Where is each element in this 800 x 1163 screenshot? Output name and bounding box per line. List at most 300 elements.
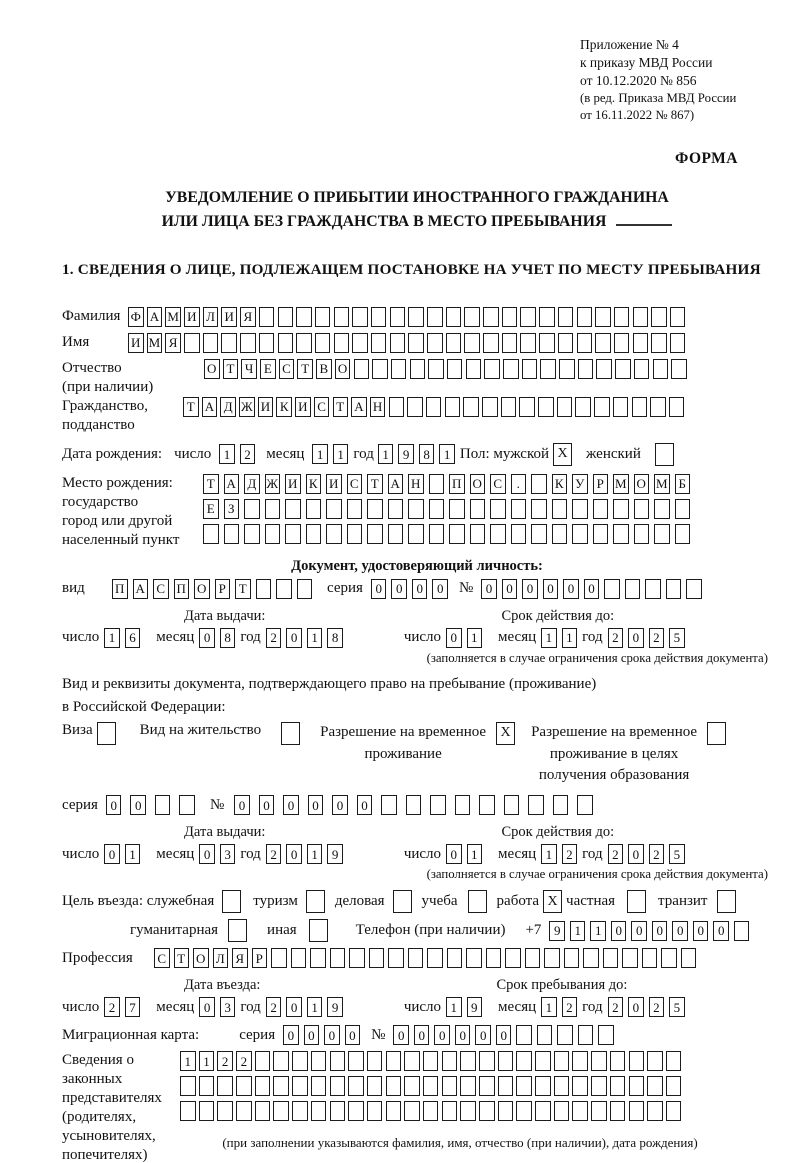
cell[interactable] [386, 1076, 402, 1096]
cell[interactable] [369, 948, 385, 968]
cell[interactable] [564, 948, 580, 968]
cell[interactable]: Б [675, 474, 691, 494]
cell[interactable] [311, 1076, 327, 1096]
cell[interactable] [650, 397, 666, 417]
cell[interactable] [490, 499, 506, 519]
cell[interactable] [554, 1076, 570, 1096]
rvp-education-checkbox[interactable] [707, 722, 726, 745]
cell[interactable]: 2 [608, 628, 624, 648]
cell[interactable]: Е [260, 359, 276, 379]
cell[interactable] [516, 1076, 532, 1096]
cell[interactable]: 2 [562, 997, 578, 1017]
cell[interactable] [217, 1076, 233, 1096]
cell[interactable] [503, 359, 519, 379]
cell[interactable]: Т [183, 397, 199, 417]
cell[interactable]: 8 [327, 628, 343, 648]
cell[interactable]: 0 [502, 579, 518, 599]
cell[interactable] [311, 1101, 327, 1121]
cell[interactable] [371, 307, 387, 327]
cell[interactable] [669, 397, 685, 417]
cell[interactable]: А [147, 307, 163, 327]
cell[interactable]: 1 [219, 444, 235, 464]
cell[interactable] [259, 333, 275, 353]
cell[interactable] [675, 499, 691, 519]
cell[interactable]: 5 [669, 628, 685, 648]
cell[interactable] [734, 921, 750, 941]
doc-expiry-month-input[interactable] [541, 628, 582, 648]
cell[interactable] [629, 1101, 645, 1121]
phone-input[interactable] [549, 921, 754, 941]
cell[interactable]: О [634, 474, 650, 494]
cell[interactable] [315, 307, 331, 327]
cell[interactable]: 0 [393, 1025, 409, 1045]
cell[interactable] [520, 333, 536, 353]
cell[interactable] [558, 333, 574, 353]
cell[interactable] [330, 1076, 346, 1096]
cell[interactable] [622, 948, 638, 968]
cell[interactable] [430, 795, 446, 815]
cell[interactable]: 2 [608, 997, 624, 1017]
cell[interactable] [423, 1051, 439, 1071]
permit-expiry-day-input[interactable] [446, 844, 487, 864]
cell[interactable]: 0 [434, 1025, 450, 1045]
cell[interactable] [675, 524, 691, 544]
cell[interactable] [634, 499, 650, 519]
cell[interactable]: 1 [541, 997, 557, 1017]
profession-input[interactable] [154, 948, 700, 968]
cell[interactable] [633, 307, 649, 327]
cell[interactable]: 8 [220, 628, 236, 648]
cell[interactable] [647, 1076, 663, 1096]
cell[interactable] [348, 1051, 364, 1071]
cell[interactable] [498, 1101, 514, 1121]
cell[interactable] [516, 1101, 532, 1121]
cell[interactable]: 1 [307, 844, 323, 864]
cell[interactable] [367, 524, 383, 544]
cell[interactable] [442, 1101, 458, 1121]
cell[interactable]: 1 [439, 444, 455, 464]
cell[interactable] [591, 1051, 607, 1071]
cell[interactable] [255, 1101, 271, 1121]
cell[interactable] [381, 795, 397, 815]
purpose-other-checkbox[interactable] [309, 919, 328, 942]
cell[interactable] [591, 1076, 607, 1096]
cell[interactable] [391, 359, 407, 379]
cell[interactable] [577, 333, 593, 353]
cell[interactable]: 0 [563, 579, 579, 599]
doc-issue-year-input[interactable] [266, 628, 348, 648]
cell[interactable] [423, 1076, 439, 1096]
cell[interactable]: 9 [398, 444, 414, 464]
purpose-work-checkbox[interactable]: X [543, 890, 562, 913]
cell[interactable]: 0 [446, 628, 462, 648]
cell[interactable] [244, 499, 260, 519]
cell[interactable] [498, 1076, 514, 1096]
cell[interactable]: Р [593, 474, 609, 494]
birthplace-line1-input[interactable] [203, 474, 695, 494]
cell[interactable]: Н [408, 474, 424, 494]
cell[interactable] [410, 359, 426, 379]
cell[interactable]: 1 [307, 628, 323, 648]
cell[interactable] [578, 359, 594, 379]
cell[interactable]: И [326, 474, 342, 494]
cell[interactable] [647, 1101, 663, 1121]
cell[interactable] [522, 359, 538, 379]
citizenship-input[interactable] [183, 397, 688, 417]
cell[interactable] [367, 1101, 383, 1121]
cell[interactable]: Д [244, 474, 260, 494]
cell[interactable]: 0 [391, 579, 407, 599]
cell[interactable] [516, 1051, 532, 1071]
cell[interactable]: Т [333, 397, 349, 417]
cell[interactable]: М [147, 333, 163, 353]
sex-female-checkbox[interactable] [655, 443, 674, 466]
entry-day-input[interactable] [104, 997, 145, 1017]
cell[interactable] [651, 307, 667, 327]
cell[interactable] [445, 397, 461, 417]
cell[interactable] [273, 1076, 289, 1096]
cell[interactable]: 0 [259, 795, 275, 815]
representatives-line3-input[interactable] [180, 1101, 740, 1121]
cell[interactable] [531, 474, 547, 494]
cell[interactable] [557, 397, 573, 417]
cell[interactable]: Т [174, 948, 190, 968]
cell[interactable] [326, 499, 342, 519]
cell[interactable]: З [224, 499, 240, 519]
cell[interactable] [389, 397, 405, 417]
cell[interactable] [502, 307, 518, 327]
cell[interactable]: Я [165, 333, 181, 353]
cell[interactable] [455, 795, 471, 815]
cell[interactable] [404, 1101, 420, 1121]
cell[interactable]: 0 [672, 921, 688, 941]
cell[interactable] [406, 795, 422, 815]
cell[interactable] [265, 499, 281, 519]
birth-day-input[interactable] [219, 444, 260, 464]
cell[interactable]: 0 [652, 921, 668, 941]
cell[interactable]: О [470, 474, 486, 494]
cell[interactable]: П [112, 579, 128, 599]
doc-expiry-day-input[interactable] [446, 628, 487, 648]
cell[interactable] [595, 307, 611, 327]
cell[interactable] [221, 333, 237, 353]
cell[interactable] [240, 333, 256, 353]
cell[interactable] [470, 524, 486, 544]
cell[interactable] [408, 499, 424, 519]
cell[interactable]: О [194, 579, 210, 599]
cell[interactable] [539, 333, 555, 353]
cell[interactable] [575, 397, 591, 417]
cell[interactable]: 1 [199, 1051, 215, 1071]
cell[interactable]: 0 [446, 844, 462, 864]
cell[interactable] [686, 579, 702, 599]
cell[interactable]: 2 [608, 844, 624, 864]
cell[interactable]: 0 [199, 844, 215, 864]
cell[interactable]: 9 [549, 921, 565, 941]
cell[interactable] [559, 359, 575, 379]
cell[interactable] [330, 948, 346, 968]
cell[interactable]: К [276, 397, 292, 417]
cell[interactable] [610, 1076, 626, 1096]
cell[interactable] [429, 499, 445, 519]
cell[interactable] [390, 307, 406, 327]
birthplace-line3-input[interactable] [203, 524, 695, 544]
cell[interactable] [538, 397, 554, 417]
representatives-line2-input[interactable] [180, 1076, 740, 1096]
cell[interactable]: С [347, 474, 363, 494]
cell[interactable]: 9 [327, 844, 343, 864]
cell[interactable] [610, 1051, 626, 1071]
cell[interactable]: 1 [180, 1051, 196, 1071]
cell[interactable] [442, 1051, 458, 1071]
cell[interactable] [306, 524, 322, 544]
doc-issue-day-input[interactable] [104, 628, 145, 648]
stay-day-input[interactable] [446, 997, 487, 1017]
cell[interactable]: 0 [628, 844, 644, 864]
cell[interactable] [642, 948, 658, 968]
cell[interactable]: И [184, 307, 200, 327]
cell[interactable] [666, 579, 682, 599]
cell[interactable] [423, 1101, 439, 1121]
cell[interactable]: М [165, 307, 181, 327]
cell[interactable] [390, 333, 406, 353]
cell[interactable] [531, 499, 547, 519]
cell[interactable]: 5 [669, 844, 685, 864]
cell[interactable] [244, 524, 260, 544]
cell[interactable] [315, 333, 331, 353]
cell[interactable] [653, 359, 669, 379]
permit-issue-day-input[interactable] [104, 844, 145, 864]
cell[interactable] [256, 579, 272, 599]
cell[interactable] [271, 948, 287, 968]
cell[interactable] [446, 307, 462, 327]
cell[interactable]: 0 [286, 997, 302, 1017]
cell[interactable] [460, 1076, 476, 1096]
birthplace-line2-input[interactable] [203, 499, 695, 519]
cell[interactable] [217, 1101, 233, 1121]
cell[interactable] [203, 333, 219, 353]
purpose-transit-checkbox[interactable] [717, 890, 736, 913]
cell[interactable] [553, 795, 569, 815]
cell[interactable]: 0 [432, 579, 448, 599]
representatives-line1-input[interactable] [180, 1051, 740, 1071]
cell[interactable] [224, 524, 240, 544]
cell[interactable] [463, 397, 479, 417]
cell[interactable] [180, 1076, 196, 1096]
cell[interactable]: 1 [312, 444, 328, 464]
cell[interactable] [593, 499, 609, 519]
cell[interactable]: С [279, 359, 295, 379]
cell[interactable] [408, 333, 424, 353]
permit-issue-month-input[interactable] [199, 844, 240, 864]
doc-series-input[interactable] [371, 579, 453, 599]
cell[interactable] [671, 359, 687, 379]
cell[interactable]: 9 [467, 997, 483, 1017]
cell[interactable]: О [193, 948, 209, 968]
cell[interactable]: А [202, 397, 218, 417]
cell[interactable] [486, 948, 502, 968]
cell[interactable]: И [285, 474, 301, 494]
cell[interactable] [633, 333, 649, 353]
cell[interactable]: 0 [414, 1025, 430, 1045]
cell[interactable] [427, 333, 443, 353]
cell[interactable] [539, 307, 555, 327]
cell[interactable] [498, 1051, 514, 1071]
cell[interactable]: И [128, 333, 144, 353]
permit-expiry-year-input[interactable] [608, 844, 690, 864]
cell[interactable] [479, 1076, 495, 1096]
cell[interactable]: Я [240, 307, 256, 327]
cell[interactable]: 1 [446, 997, 462, 1017]
cell[interactable]: 0 [628, 628, 644, 648]
cell[interactable] [482, 397, 498, 417]
cell[interactable]: М [654, 474, 670, 494]
cell[interactable] [552, 524, 568, 544]
cell[interactable] [511, 524, 527, 544]
cell[interactable] [535, 1101, 551, 1121]
purpose-official-checkbox[interactable] [222, 890, 241, 913]
cell[interactable]: Т [203, 474, 219, 494]
cell[interactable] [296, 333, 312, 353]
cell[interactable] [577, 307, 593, 327]
cell[interactable]: 0 [106, 795, 122, 815]
cell[interactable] [428, 359, 444, 379]
cell[interactable]: 3 [220, 997, 236, 1017]
cell[interactable]: 2 [562, 844, 578, 864]
cell[interactable] [647, 1051, 663, 1071]
cell[interactable]: . [511, 474, 527, 494]
cell[interactable]: Т [235, 579, 251, 599]
cell[interactable] [180, 1101, 196, 1121]
cell[interactable]: Ж [265, 474, 281, 494]
cell[interactable] [278, 307, 294, 327]
cell[interactable] [540, 359, 556, 379]
cell[interactable]: 1 [333, 444, 349, 464]
mig-number-input[interactable] [393, 1025, 619, 1045]
cell[interactable]: И [295, 397, 311, 417]
cell[interactable] [577, 795, 593, 815]
cell[interactable] [446, 333, 462, 353]
cell[interactable]: 1 [541, 628, 557, 648]
cell[interactable]: 0 [371, 579, 387, 599]
cell[interactable] [203, 524, 219, 544]
cell[interactable] [348, 1076, 364, 1096]
cell[interactable]: С [490, 474, 506, 494]
cell[interactable] [407, 397, 423, 417]
cell[interactable] [386, 1051, 402, 1071]
cell[interactable] [554, 1051, 570, 1071]
cell[interactable]: 0 [286, 628, 302, 648]
cell[interactable] [603, 948, 619, 968]
cell[interactable] [613, 397, 629, 417]
cell[interactable] [531, 524, 547, 544]
cell[interactable] [614, 333, 630, 353]
cell[interactable] [259, 307, 275, 327]
cell[interactable] [634, 359, 650, 379]
cell[interactable]: 2 [104, 997, 120, 1017]
cell[interactable] [466, 359, 482, 379]
cell[interactable] [552, 499, 568, 519]
cell[interactable] [666, 1076, 682, 1096]
cell[interactable]: Я [232, 948, 248, 968]
cell[interactable] [236, 1101, 252, 1121]
name-input[interactable] [128, 333, 689, 353]
cell[interactable] [447, 948, 463, 968]
cell[interactable] [479, 1101, 495, 1121]
permit-issue-year-input[interactable] [266, 844, 348, 864]
cell[interactable] [347, 499, 363, 519]
cell[interactable] [578, 1025, 594, 1045]
doc-expiry-year-input[interactable] [608, 628, 690, 648]
cell[interactable]: 0 [611, 921, 627, 941]
cell[interactable] [654, 499, 670, 519]
cell[interactable]: 3 [220, 844, 236, 864]
cell[interactable] [199, 1076, 215, 1096]
cell[interactable]: И [221, 307, 237, 327]
cell[interactable] [330, 1101, 346, 1121]
cell[interactable] [466, 948, 482, 968]
purpose-humanitarian-checkbox[interactable] [228, 919, 247, 942]
cell[interactable] [504, 795, 520, 815]
cell[interactable]: 0 [283, 1025, 299, 1045]
cell[interactable] [598, 1025, 614, 1045]
cell[interactable]: С [153, 579, 169, 599]
cell[interactable] [292, 1051, 308, 1071]
cell[interactable] [593, 524, 609, 544]
cell[interactable] [276, 579, 292, 599]
cell[interactable]: 1 [125, 844, 141, 864]
cell[interactable] [595, 333, 611, 353]
cell[interactable] [354, 359, 370, 379]
cell[interactable] [199, 1101, 215, 1121]
doc-number-input[interactable] [481, 579, 707, 599]
cell[interactable]: 1 [467, 844, 483, 864]
cell[interactable] [501, 397, 517, 417]
cell[interactable] [502, 333, 518, 353]
cell[interactable] [296, 307, 312, 327]
cell[interactable] [557, 1025, 573, 1045]
cell[interactable]: А [133, 579, 149, 599]
cell[interactable] [285, 499, 301, 519]
cell[interactable] [255, 1051, 271, 1071]
cell[interactable] [610, 1101, 626, 1121]
cell[interactable] [179, 795, 195, 815]
purpose-business-checkbox[interactable] [393, 890, 412, 913]
cell[interactable]: 0 [713, 921, 729, 941]
cell[interactable] [483, 333, 499, 353]
cell[interactable]: 1 [378, 444, 394, 464]
surname-input[interactable] [128, 307, 689, 327]
cell[interactable] [479, 795, 495, 815]
cell[interactable]: Н [370, 397, 386, 417]
cell[interactable] [311, 1051, 327, 1071]
cell[interactable] [236, 1076, 252, 1096]
cell[interactable]: 0 [481, 579, 497, 599]
cell[interactable] [326, 524, 342, 544]
cell[interactable]: 0 [584, 579, 600, 599]
cell[interactable]: И [258, 397, 274, 417]
cell[interactable] [645, 579, 661, 599]
cell[interactable] [666, 1101, 682, 1121]
cell[interactable] [654, 524, 670, 544]
cell[interactable] [625, 579, 641, 599]
cell[interactable]: 1 [104, 628, 120, 648]
cell[interactable] [292, 1076, 308, 1096]
cell[interactable] [449, 499, 465, 519]
cell[interactable]: 2 [266, 628, 282, 648]
cell[interactable]: 1 [590, 921, 606, 941]
cell[interactable] [372, 359, 388, 379]
